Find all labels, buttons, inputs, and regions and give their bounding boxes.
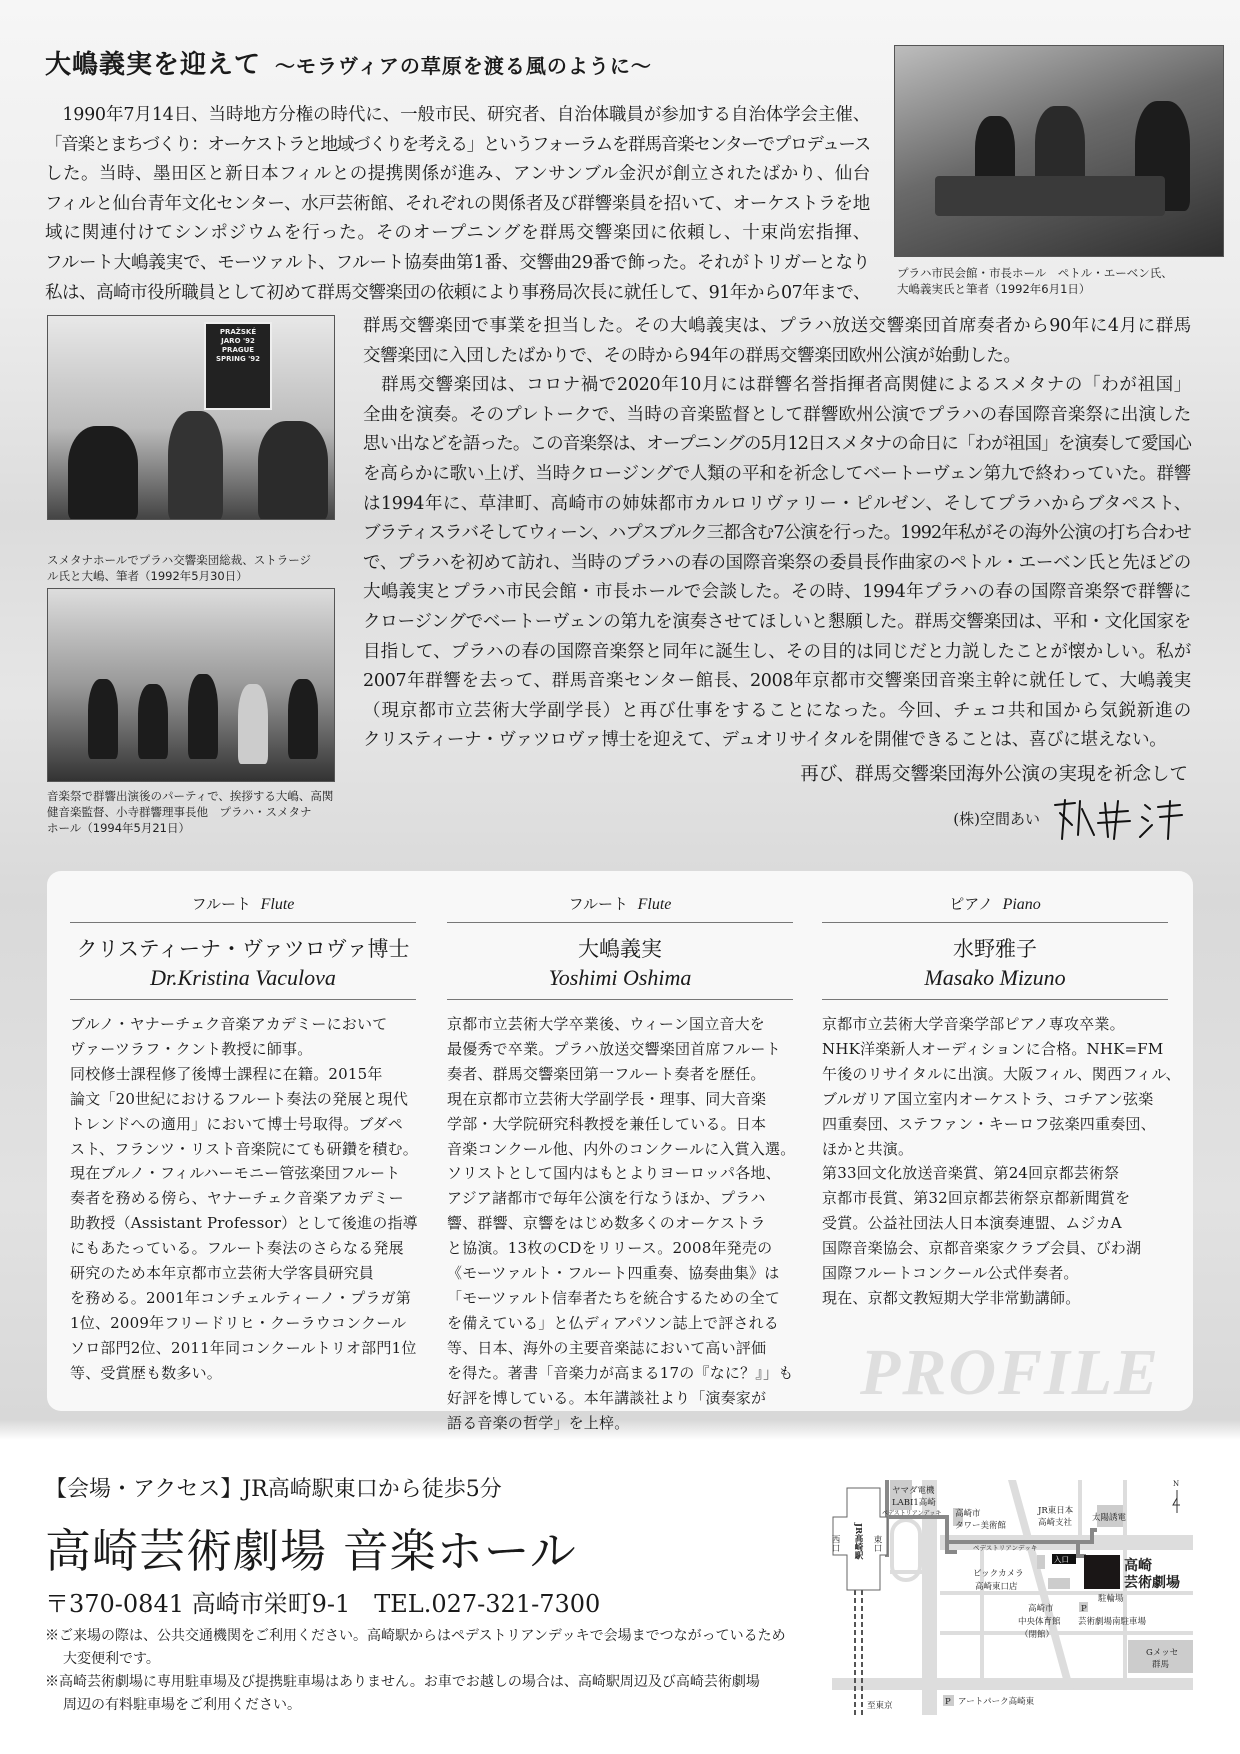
photo-caption: スメタナホールでプラハ交響楽団総裁、ストラージ ル氏と大嶋、筆者（1992年5月30日） (47, 553, 312, 583)
closing-line: 再び、群馬交響楽団海外公演の実現を祈念して (800, 764, 1188, 785)
artist-bio: 京都市立芸術大学音楽学部ピアノ専攻卒業。 NHK洋楽新人オーディションに合格。NHK=FM 午後のリサイタルに出演。大阪フィル、関西フィル、 ブルガリア国立室内オーケストラ、コチアン弦楽 四重奏団、ステファン・キーロフ弦楽四重奏団、 ほかと共演。 第33回文化放送音楽賞、第24回京都芸術祭 京都市長賞、第32回京都芸術祭京都新聞賞を 受賞。公益社団法人日本演奏連盟、ムジカA 国際音楽協会、京都音楽家クラブ会員、びわ湖 国際フルートコンクール公式伴奏者。 現在、京都文教短期大学非常勤講師。 (822, 1015, 1181, 1307)
svg-text:太陽誘電: 太陽誘電 (1092, 1513, 1127, 1523)
article-title (45, 44, 652, 81)
artist-profile (822, 871, 1181, 1311)
photo-prague-city-hall (894, 45, 1224, 257)
venue-address: 〒370-0841 高崎市栄町9-1 TEL.027-321-7300 (45, 1590, 601, 1618)
article-line: は1994年に、草津町、高崎市の姉妹都市カルロリヴァリー・ピルゼン、そしてプラハからブタペスト、 (363, 493, 1191, 514)
poster-text: PRAŽSKÉ JARO '92 PRAGUE SPRING '92 (215, 328, 261, 363)
svg-text:高崎市: 高崎市 (1028, 1604, 1054, 1614)
svg-text:タワー美術館: タワー美術館 (955, 1521, 1007, 1531)
article-line: 「音楽とまちづくり：オーケストラと地域づくりを考える」というフォーラムを群馬音楽センターでプロデュース (45, 134, 870, 155)
artist-name-en: Masako Mizuno (924, 965, 1066, 990)
article-line: 交響楽団に入団したばかりで、その時から94年の群馬交響楽団欧州公演が始動した。 (363, 345, 1021, 366)
svg-text:ペデストリアンデッキ: ペデストリアンデッキ (973, 1544, 1038, 1552)
svg-text:JR高崎駅: JR高崎駅 (853, 1523, 863, 1560)
svg-text:P: P (1081, 1604, 1087, 1614)
artist-name: 大嶋義実 (578, 937, 662, 961)
profile-watermark: PROFILE (860, 1336, 1161, 1409)
svg-text:JR東日本: JR東日本 (1038, 1506, 1074, 1516)
article-line: した。当時、墨田区と新日本フィルとの提携関係が進み、アンサンブル金沢が創立されたばかり、仙台 (45, 164, 870, 185)
article-subtitle: 〜モラヴィアの草原を渡る風のように〜 (275, 54, 652, 78)
article-line: 群馬交響楽団は、コロナ禍で2020年10月には群響名誉指揮者高関健によるスメタナの「わが祖国」 (363, 375, 1191, 396)
article-line: 大嶋義実とプラハ市民会館・市長ホールで会談した。その時、1994年プラハの春の国際音楽祭で群響に (363, 582, 1191, 603)
svg-text:東口: 東口 (872, 1535, 882, 1552)
artist-name-en: Dr.Kristina Vaculova (150, 965, 336, 990)
svg-text:ペデストリアンデッキ: ペデストリアンデッキ (882, 1510, 942, 1517)
article-line: クリスティーナ・ヴァツロヴァ博士を迎えて、デュオリサイタルを開催できることは、喜びに堪えない。 (363, 730, 1167, 751)
article-line: フルート大嶋義実で、モーツァルト、フルート協奏曲第1番、交響曲29番で飾った。それがトリガーとなり (45, 253, 870, 273)
artist-profile (70, 871, 416, 1386)
svg-text:ビックカメラ: ビックカメラ (973, 1569, 1024, 1579)
svg-text:入口: 入口 (1054, 1555, 1069, 1564)
artist-name-en: Yoshimi Oshima (548, 965, 692, 990)
svg-text:中央体育館: 中央体育館 (1018, 1617, 1061, 1627)
svg-text:西口: 西口 (830, 1535, 840, 1552)
instrument-label: フルート Flute (191, 895, 295, 913)
company-name: (株)空間あい (953, 809, 1040, 828)
photo-caption: 音楽祭で群響出演後のパーティで、挨拶する大嶋、高関 健音楽監督、小寺群響理事長他 プラハ・スメタナ ホール（1994年5月21日） (47, 789, 334, 835)
article-line: フィルと仙台青年文化センター、水戸芸術館、それぞれの関係者及び群響楽員を招いて、オーケストラを地 (45, 193, 870, 214)
svg-text:N: N (1173, 1480, 1180, 1488)
svg-text:芸術劇場: 芸術劇場 (1124, 1575, 1180, 1591)
svg-text:P: P (945, 1697, 951, 1707)
article-line: で、プラハを初めて訪れ、当時のプラハの春の国際音楽祭の委員長作曲家のペトル・エーベン氏と先ほどの (363, 552, 1191, 573)
instrument-label: ピアノ Piano (949, 895, 1041, 913)
svg-text:高崎東口店: 高崎東口店 (975, 1582, 1018, 1592)
festival-poster (204, 322, 272, 410)
article-line: ブラティスラバそしてウィーン、ハプスブルク三都含む7公演を行った。1992年私がその海外公演の打ち合わせ (363, 523, 1191, 544)
article-line: 全曲を演奏。そのプレトークで、当時の音楽監督として群響欧州公演でプラハの春国際音楽祭に出演した (363, 404, 1191, 425)
divider (70, 922, 416, 923)
divider (822, 922, 1168, 923)
title-main: 大嶋義実を迎えて (45, 50, 262, 80)
artist-bio: 京都市立芸術大学卒業後、ウィーン国立音大を 最優秀で卒業。プラハ放送交響楽団首席フルート 奏者、群馬交響楽団第一フルート奏者を歴任。 現在京都市立芸術大学副学長・理事、同大音楽 学部・大学院研究科教授を兼任している。日本 音楽コンクール他、内外のコンクールに入賞入選。 ソリストとして国内はもとよりヨーロッパ各地、 アジア諸都市で毎年公演を行なうほか、プラハ 響、群響、京響をはじめ数多くのオーケストラ と協演。13枚のCDをリリース。2008年発売の 《モーツァルト・フルート四重奏、協奏曲集》は 「モーツァルト信奉者たちを統合するための全て を備えている」と仏ディアパソン誌上で評される 等、日本、海外の主要音楽誌において高い評価 を得た。著書「音楽力が高まる17の『なに？』」も 好評を博している。本年講談社より「演奏家が 語る音楽の哲学」を上梓。 (447, 1015, 796, 1432)
svg-text:駐輪場: 駐輪場 (1098, 1594, 1124, 1604)
svg-text:（閉館）: （閉館） (1020, 1630, 1055, 1640)
svg-text:LABI1高崎: LABI1高崎 (892, 1498, 936, 1508)
svg-text:高崎支社: 高崎支社 (1038, 1518, 1073, 1528)
svg-text:至東京: 至東京 (867, 1701, 893, 1711)
article-line: 私は、高崎市役所職員として初めて群馬交響楽団の依頼により事務局次長に就任して、91年から07年まで、 (45, 282, 870, 303)
access-header: 【会場・アクセス】JR高崎駅東口から徒歩5分 (45, 1477, 502, 1502)
photo-smetana-hall-meeting (47, 315, 335, 520)
artist-profile (447, 871, 796, 1435)
venue-name: 高崎芸術劇場 音楽ホール (45, 1524, 577, 1578)
article-line: （現京都市立芸術大学副学長）と再び仕事をすることになった。今回、チェコ共和国から気鋭新進の (363, 700, 1191, 721)
signature-block (953, 795, 1190, 841)
artist-bio: ブルノ・ヤナーチェク音楽アカデミーにおいて ヴァーツラフ・クント教授に師事。 同校修士課程修了後博士課程に在籍。2015年 論文「20世紀におけるフルート奏法の発展と現代 トレンドへの適用」において博士号取得。ブダペ スト、フランツ・リスト音楽院にても研鑽を積む。 現在ブルノ・フィルハーモニー管弦楽団フルート 奏者を務める傍ら、ヤナーチェク音楽アカデミー 助教授（Assistant Professor）として後進の指導 にもあたっている。フルート奏法のさらなる発展 研究のため本年京都市立芸術大学客員研究員 を務める。2001年コンチェルティーノ・プラガ第 1位、2009年フリードリヒ・クーラウコンクール ソロ部門2位、2011年同コンクールトリオ部門1位 等、受賞歴も数多い。 (70, 1015, 418, 1382)
article-line: 目指して、プラハの春の国際音楽祭と同年に誕生し、その目的は同じだと力説したことが懐かしい。私が (363, 641, 1191, 662)
svg-text:ヤマダ電機: ヤマダ電機 (892, 1486, 935, 1496)
article-line: を高らかに歌い上げ、当時クロージングで人類の平和を祈念してベートーヴェン第九で終わっていた。群響 (363, 464, 1191, 484)
access-notes: ※ご来場の際は、公共交通機関をご利用ください。高崎駅からはペデストリアンデッキで会場までつながっているため 大変便利です。 ※高崎芸術劇場に専用駐車場及び提携駐車場はありません。お車でお越しの場合は、高崎駅周辺及び高崎芸術劇場 周辺の有料駐車場をご利用ください。 (45, 1628, 786, 1713)
photo-party-speech (47, 588, 335, 782)
theater-building (1084, 1555, 1120, 1589)
svg-text:高崎市: 高崎市 (955, 1509, 981, 1519)
divider (70, 999, 416, 1000)
handwritten-signature (1050, 795, 1190, 841)
photo-caption: プラハ市民会館・市長ホール ペトル・エーベン氏、 大嶋義実氏と筆者（1992年6月1日） (897, 266, 1173, 296)
article-line: 群馬交響楽団で事業を担当した。その大嶋義実は、プラハ放送交響楽団首席奏者から90年に4月に群馬 (363, 316, 1191, 336)
article-line: クロージングでベートーヴェンの第九を演奏させてほしいと懇願した。群馬交響楽団は、平和・文化国家を (363, 612, 1191, 632)
svg-text:高崎: 高崎 (1124, 1558, 1152, 1574)
divider (447, 922, 793, 923)
article-line: 1990年7月14日、当時地方分権の時代に、一般市民、研究者、自治体職員が参加する自治体学会主催、 (45, 105, 870, 125)
artist-name: 水野雅子 (953, 937, 1037, 961)
access-map (830, 1460, 1240, 1750)
article-line: 思い出などを語った。この音楽祭は、オープニングの5月12日スメタナの命日に「わが祖国」を演奏して愛国心 (363, 434, 1191, 455)
divider (447, 999, 793, 1000)
article-line: 2007年群響を去って、群馬音楽センター館長、2008年京都市交響楽団音楽主幹に就任して、大嶋義実 (363, 671, 1191, 692)
artist-name: クリスティーナ・ヴァツロヴァ博士 (76, 937, 410, 961)
north-arrow-icon (1173, 1490, 1180, 1513)
article-line: 域に関連付けてシンポジウムを行った。そのオープニングを群馬交響楽団に依頼し、十束尚宏指揮、 (45, 223, 870, 244)
divider (822, 999, 1168, 1000)
svg-text:芸術劇場南駐車場: 芸術劇場南駐車場 (1078, 1617, 1147, 1627)
svg-text:Gメッセ: Gメッセ (1146, 1648, 1179, 1658)
svg-text:群馬: 群馬 (1152, 1660, 1170, 1670)
instrument-label: フルート Flute (568, 895, 672, 913)
svg-text:アートパーク高崎東: アートパーク高崎東 (958, 1697, 1035, 1707)
